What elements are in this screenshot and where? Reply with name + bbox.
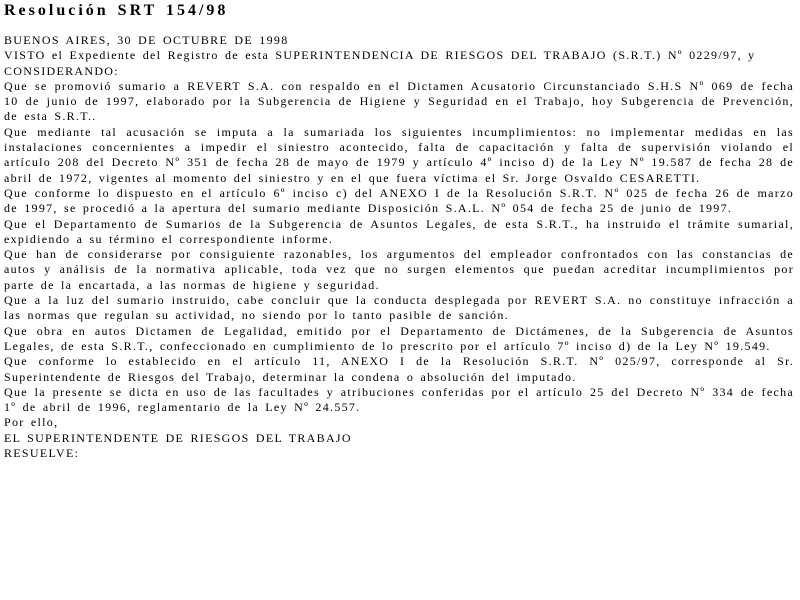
paragraph-departamento: Que el Departamento de Sumarios de la Subgerencia de Asuntos Legales, de esta S.R.T., ha instruido el trámite sumarial, expidiendo a su término el correspondiente informe. xyxy=(4,216,794,246)
paragraph-dictamen: Que obra en autos Dictamen de Legalidad, emitido por el Departamento de Dictámenes, de la Subgerencia de Asuntos Legales, de esta S.R.T., confeccionado en cumplimiento de lo prescrito por el artículo 7º inciso d) de la Ley Nº 19.549. xyxy=(4,323,794,353)
paragraph-anexo: Que conforme lo dispuesto en el artículo 6º inciso c) del ANEXO I de la Resolución S.R.T. Nº 025 de fecha 26 de marzo de 1997, se procedió a la apertura del sumario mediante Disposición S.A.L. Nº 054 de fecha 25 de junio de 1997. xyxy=(4,185,794,216)
considerando-heading: CONSIDERANDO: xyxy=(4,63,119,78)
resolution-document xyxy=(4,0,794,600)
paragraph-facultades: Que la presente se dicta en uso de las facultades y atribuciones conferidas por el artículo 25 del Decreto Nº 334 de fecha 1º de abril de 1996, reglamentario de la Ley Nº 24.557. xyxy=(4,384,794,415)
paragraph-conducta: Que a la luz del sumario instruido, cabe concluir que la conducta desplegada por REVERT S.A. no constituye infracción a las normas que regulan su actividad, no siendo por lo tanto pasible de sanción. xyxy=(4,293,794,323)
visto-paragraph: VISTO el Expediente del Registro de esta SUPERINTENDENCIA DE RIESGOS DEL TRABAJO (S.R.T.) Nº 0229/97, y xyxy=(4,48,756,63)
superintendente-line: EL SUPERINTENDENTE DE RIESGOS DEL TRABAJO xyxy=(4,430,352,445)
paragraph-sumario: Que se promovió sumario a REVERT S.A. con respaldo en el Dictamen Acusatorio Circunstanciado S.H.S Nº 069 de fecha 10 de junio de 1997, elaborado por la Subgerencia de Higiene y Seguridad en el Trabajo, hoy Subgerencia de Prevención, de esta S.R.T.. xyxy=(4,78,794,124)
paragraph-acusacion: Que mediante tal acusación se imputa a la sumariada los siguientes incumplimientos: no implementar medidas en las instalaciones concernientes a impedir el siniestro acontecido, falta de capacitación y falta de supervisión violando el artículo 208 del Decreto Nº 351 de fecha 28 de mayo de 1979 y artículo 4º inciso d) de la Ley Nº 19.587 de fecha 28 de abril de 1972, vigentes al momento del siniestro y en el que fuera víctima el Sr. Jorge Osvaldo CESARETTI. xyxy=(4,124,794,185)
paragraph-argumentos: Que han de considerarse por consiguiente razonables, los argumentos del empleador confrontados con las constancias de autos y análisis de la normativa aplicable, toda vez que no surgen elementos que puedan acreditar incumplimientos por parte de la encartada, a las normas de higiene y seguridad. xyxy=(4,247,794,292)
document-title: Resolución SRT 154/98 xyxy=(4,2,229,19)
paragraph-condena: Que conforme lo establecido en el artículo 11, ANEXO I de la Resolución S.R.T. Nº 025/97, corresponde al Sr. Superintendente de Riesgos del Trabajo, determinar la condena o absolución del imputado. xyxy=(4,354,794,384)
resuelve-heading: RESUELVE: xyxy=(4,446,80,461)
por-ello-line: Por ello, xyxy=(4,415,59,430)
date-line: BUENOS AIRES, 30 DE OCTUBRE DE 1998 xyxy=(4,33,289,47)
